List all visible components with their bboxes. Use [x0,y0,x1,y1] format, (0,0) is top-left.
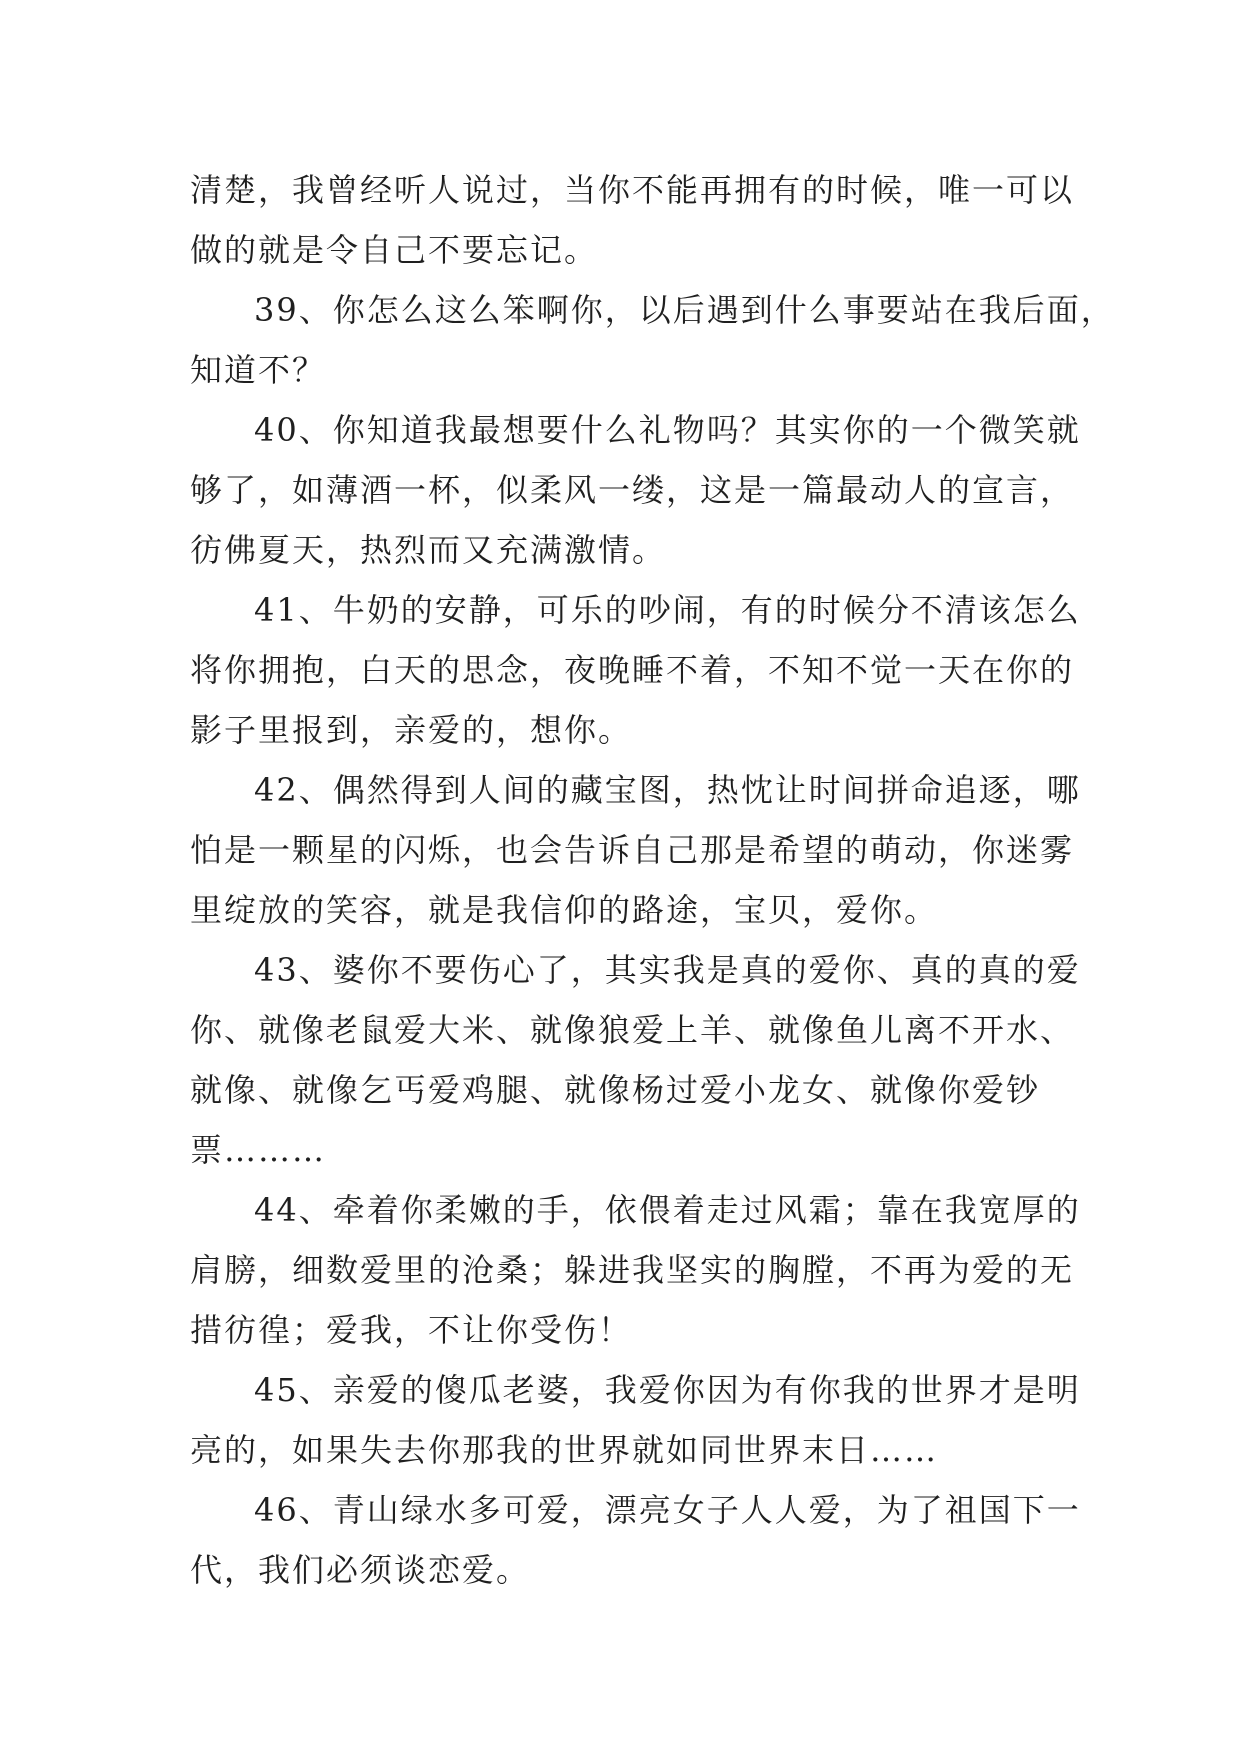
text-line: 票……… [190,1131,327,1169]
text-line: 44、牵着你柔嫩的手，依偎着走过风霜；靠在我宽厚的 [254,1191,1081,1229]
text-line: 知道不？ [190,351,327,389]
text-line: 影子里报到，亲爱的，想你。 [190,711,633,749]
text-line: 43、婆你不要伤心了，其实我是真的爱你、真的真的爱 [254,951,1081,989]
text-line: 40、你知道我最想要什么礼物吗？其实你的一个微笑就 [254,411,1081,449]
text-line: 就像、就像乞丐爱鸡腿、就像杨过爱小龙女、就像你爱钞 [190,1071,1041,1109]
paragraph-43 [190,940,1081,1180]
paragraph-42 [190,760,1081,940]
text-line: 彷佛夏天，热烈而又充满激情。 [190,531,667,569]
paragraph-41 [190,580,1081,760]
paragraph-46 [190,1480,1081,1600]
text-line: 将你拥抱，白天的思念，夜晚睡不着，不知不觉一天在你的 [190,651,1075,689]
text-line: 代，我们必须谈恋爱。 [190,1551,531,1589]
document-body [190,160,1115,1600]
paragraph-44 [190,1180,1081,1360]
text-line: 39、你怎么这么笨啊你，以后遇到什么事要站在我后面， [254,291,1115,329]
paragraph-45 [190,1360,1081,1480]
paragraph-40 [190,400,1081,580]
text-line: 怕是一颗星的闪烁，也会告诉自己那是希望的萌动，你迷雾 [190,831,1075,869]
text-line: 里绽放的笑容，就是我信仰的路途，宝贝，爱你。 [190,891,939,929]
text-line: 45、亲爱的傻瓜老婆，我爱你因为有你我的世界才是明 [254,1371,1081,1409]
text-line: 41、牛奶的安静，可乐的吵闹，有的时候分不清该怎么 [254,591,1081,629]
text-line: 你、就像老鼠爱大米、就像狼爱上羊、就像鱼儿离不开水、 [190,1011,1075,1049]
text-line: 措彷徨；爱我，不让你受伤！ [190,1311,633,1349]
text-line: 肩膀，细数爱里的沧桑；躲进我坚实的胸膛，不再为爱的无 [190,1251,1075,1289]
text-line: 够了，如薄酒一杯，似柔风一缕，这是一篇最动人的宣言， [190,471,1075,509]
paragraph-39 [190,280,1115,400]
text-line: 清楚，我曾经听人说过，当你不能再拥有的时候，唯一可以 [190,171,1075,209]
text-line: 亮的，如果失去你那我的世界就如同世界末日…… [190,1431,939,1469]
text-line: 做的就是令自己不要忘记。 [190,231,599,269]
text-line: 42、偶然得到人间的藏宝图，热忱让时间拼命追逐，哪 [254,771,1081,809]
paragraph-continuation [190,160,1075,280]
text-line: 46、青山绿水多可爱，漂亮女子人人爱，为了祖国下一 [254,1491,1081,1529]
